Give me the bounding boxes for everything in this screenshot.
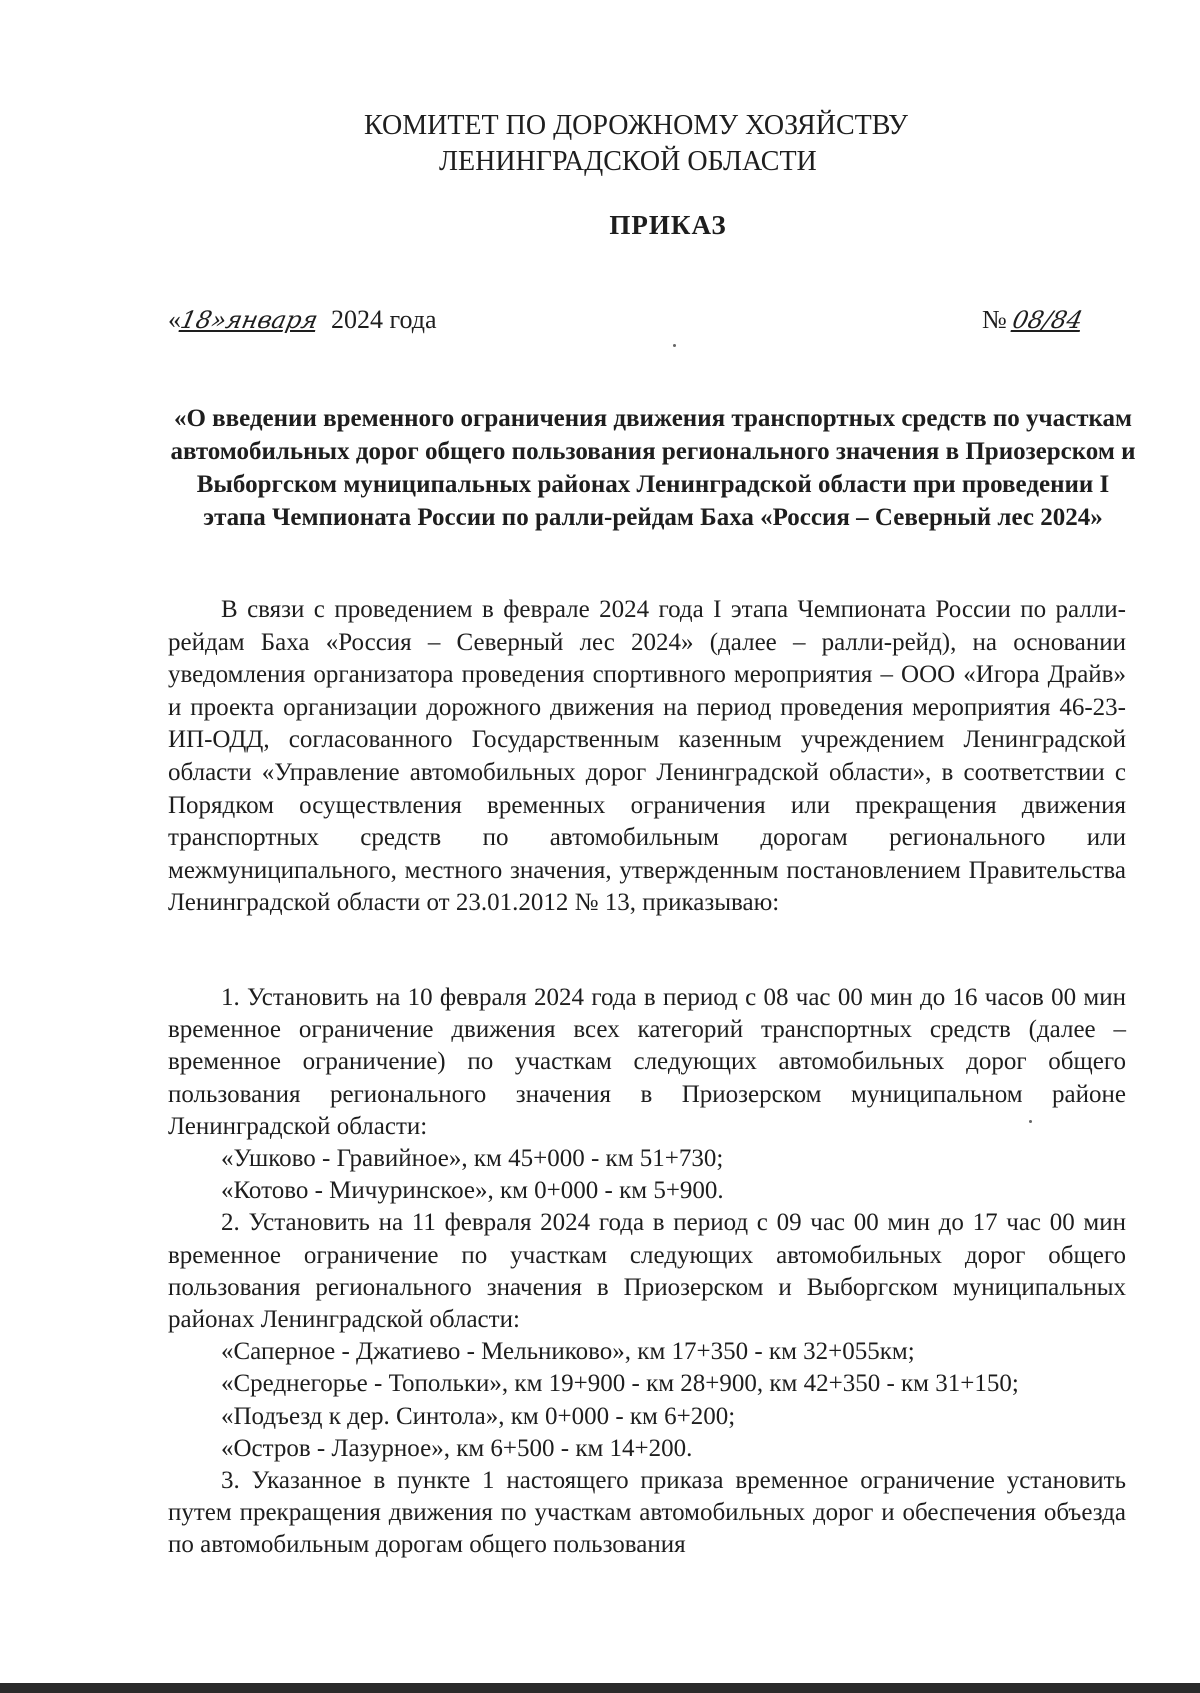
scan-speck	[1029, 1120, 1032, 1123]
order-clauses	[168, 982, 1126, 1562]
scan-speck	[673, 344, 676, 347]
preamble-paragraph: В связи с проведением в феврале 2024 года I этапа Чемпионата России по ралли-рейдам Баха «Россия – Северный лес 2024» (далее – ралли-рейд), на основании уведомления организатора проведения спортивного мероприятия – ООО «Игора Драйв» и проекта организации дорожного движения на период проведения мероприятия 46-23-ИП-ОДД, согласованного Государственным казенным учреждением Ленинградской области «Управление автомобильных дорог Ленинградской области», в соответствии с Порядком осуществления временных ограничения или прекращения движения транспортных средств по автомобильным дорогам регионального или межмуниципального, местного значения, утвержденным постановлением Правительства Ленинградской области от 23.01.2012 № 13, приказываю:	[168, 596, 1126, 917]
order-date	[168, 305, 437, 335]
clause-2-road-4: «Остров - Лазурное», км 6+500 - км 14+200.	[221, 1434, 693, 1462]
clause-2-road-3: «Подъезд к дер. Синтола», км 0+000 - км 6+200;	[221, 1402, 736, 1430]
date-open-quote: «	[168, 305, 181, 334]
clause-1-road-2: «Котово - Мичуринское», км 0+000 - км 5+900.	[221, 1177, 724, 1205]
clause-3: 3. Указанное в пункте 1 настоящего приказа временное ограничение установить путем прекращения движения по участкам автомобильных дорог и обеспечения объезда по автомобильным дорогам общего пользования	[168, 1467, 1126, 1559]
clause-2-road-2: «Среднегорье - Топольки», км 19+900 - км 28+900, км 42+350 - км 31+150;	[221, 1370, 1019, 1398]
clause-2: 2. Установить на 11 февраля 2024 года в период с 09 час 00 мин до 17 час 00 мин временное ограничение по участкам следующих автомобильных дорог общего пользования регионального значения в Приозерском и Выборгском муниципальных районах Ленинградской области:	[168, 1209, 1126, 1334]
number-sign: №	[982, 305, 1007, 334]
order-number	[982, 305, 1108, 335]
clause-2-road-1: «Саперное - Джатиево - Мельниково», км 17+350 - км 32+055км;	[221, 1338, 915, 1366]
organization-name-line-2: ЛЕНИНГРАДСКОЙ ОБЛАСТИ	[439, 146, 817, 177]
handwritten-order-number: 08/84	[1009, 306, 1085, 334]
date-year-text: 2024 года	[331, 305, 437, 334]
document-header	[168, 108, 1168, 180]
organization-name-line-1: КОМИТЕТ ПО ДОРОЖНОМУ ХОЗЯЙСТВУ	[364, 110, 908, 141]
order-subject: «О введении временного ограничения движения транспортных средств по участкам автомобильных дорог общего пользования регионального значения в Приозерском и Выборгском муниципальных районах Ленинградской области при проведении I этапа Чемпионата России по ралли-рейдам Баха «Россия – Северный лес 2024»	[170, 405, 1136, 531]
clause-1: 1. Установить на 10 февраля 2024 года в период с 08 час 00 мин до 16 часов 00 мин временное ограничение движения всех категорий транспортных средств (далее – временное ограничение) по участкам следующих автомобильных дорог общего пользования регионального значения в Приозерском муниципальном районе Ленинградской области:	[168, 984, 1126, 1140]
scan-edge-bar	[0, 1683, 1200, 1693]
document-type-title: ПРИКАЗ	[609, 210, 727, 240]
clause-1-road-1: «Ушково - Гравийное», км 45+000 - км 51+730;	[221, 1145, 724, 1173]
preamble-block	[168, 594, 1126, 920]
handwritten-date: 18»января	[178, 306, 321, 334]
